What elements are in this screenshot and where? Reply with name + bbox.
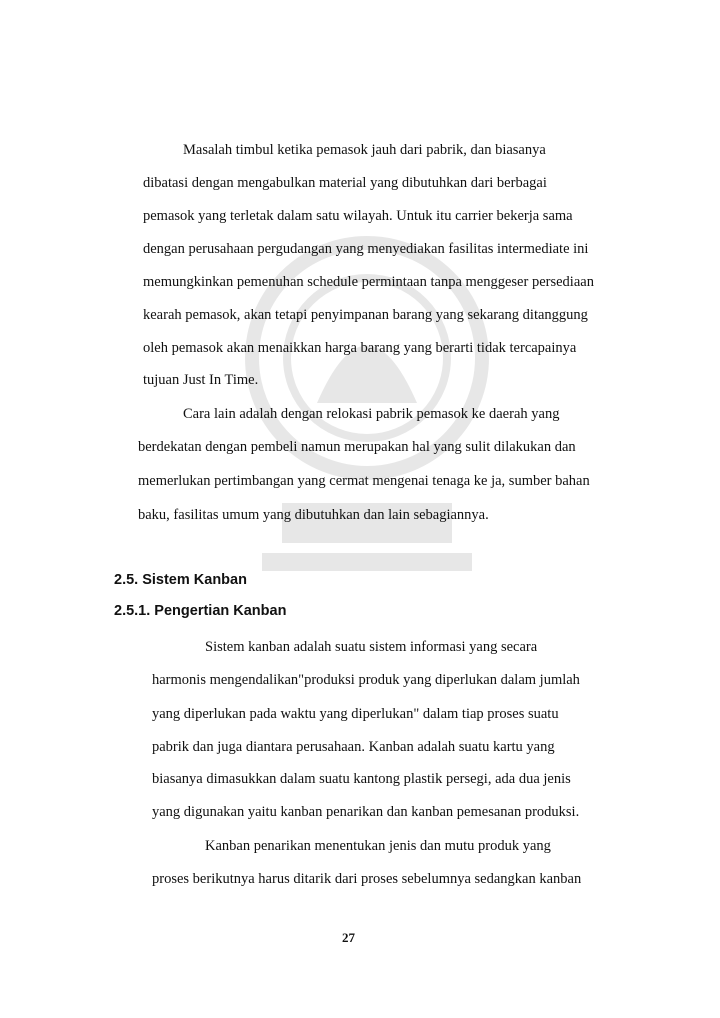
text-line: proses berikutnya harus ditarik dari proses sebelumnya sedangkan kanban [152, 871, 582, 887]
text-line: dibatasi dengan mengabulkan material yang dibutuhkan dari berbagai [143, 175, 547, 191]
text-line: kearah pemasok, akan tetapi penyimpanan barang yang sekarang ditanggung [143, 307, 588, 323]
text-line: baku, fasilitas umum yang dibutuhkan dan lain sebagiannya. [138, 507, 489, 523]
text-line: Kanban penarikan menentukan jenis dan mutu produk yang [205, 838, 551, 854]
text-line: Sistem kanban adalah suatu sistem informasi yang secara [205, 639, 538, 655]
text-line: Masalah timbul ketika pemasok jauh dari pabrik, dan biasanya [183, 142, 546, 158]
text-line: yang digunakan yaitu kanban penarikan dan kanban pemesanan produksi. [152, 804, 580, 820]
page-number: 27 [342, 930, 355, 945]
text-line: harmonis mengendalikan"produksi produk yang diperlukan dalam jumlah [152, 672, 580, 688]
text-line: memerlukan pertimbangan yang cermat mengenai tenaga ke ja, sumber bahan [138, 473, 590, 489]
text-line: dengan perusahaan pergudangan yang menyediakan fasilitas intermediate ini [143, 241, 589, 257]
text-line: pemasok yang terletak dalam satu wilayah. Untuk itu carrier bekerja sama [143, 208, 573, 224]
text-line: pabrik dan juga diantara perusahaan. Kanban adalah suatu kartu yang [152, 739, 555, 755]
section-heading: 2.5. Sistem Kanban [114, 572, 247, 588]
text-line: oleh pemasok akan menaikkan harga barang yang berarti tidak tercapainya [143, 340, 577, 356]
text-line: memungkinkan pemenuhan schedule permintaan tanpa menggeser persediaan [143, 274, 594, 290]
text-line: Cara lain adalah dengan relokasi pabrik pemasok ke daerah yang [183, 406, 560, 422]
subsection-heading: 2.5.1. Pengertian Kanban [114, 603, 287, 619]
text-line: biasanya dimasukkan dalam suatu kantong plastik persegi, ada dua jenis [152, 771, 571, 787]
text-line: yang diperlukan pada waktu yang diperlukan" dalam tiap proses suatu [152, 706, 559, 722]
text-line: tujuan Just In Time. [143, 372, 259, 388]
text-line: berdekatan dengan pembeli namun merupakan hal yang sulit dilakukan dan [138, 439, 576, 455]
